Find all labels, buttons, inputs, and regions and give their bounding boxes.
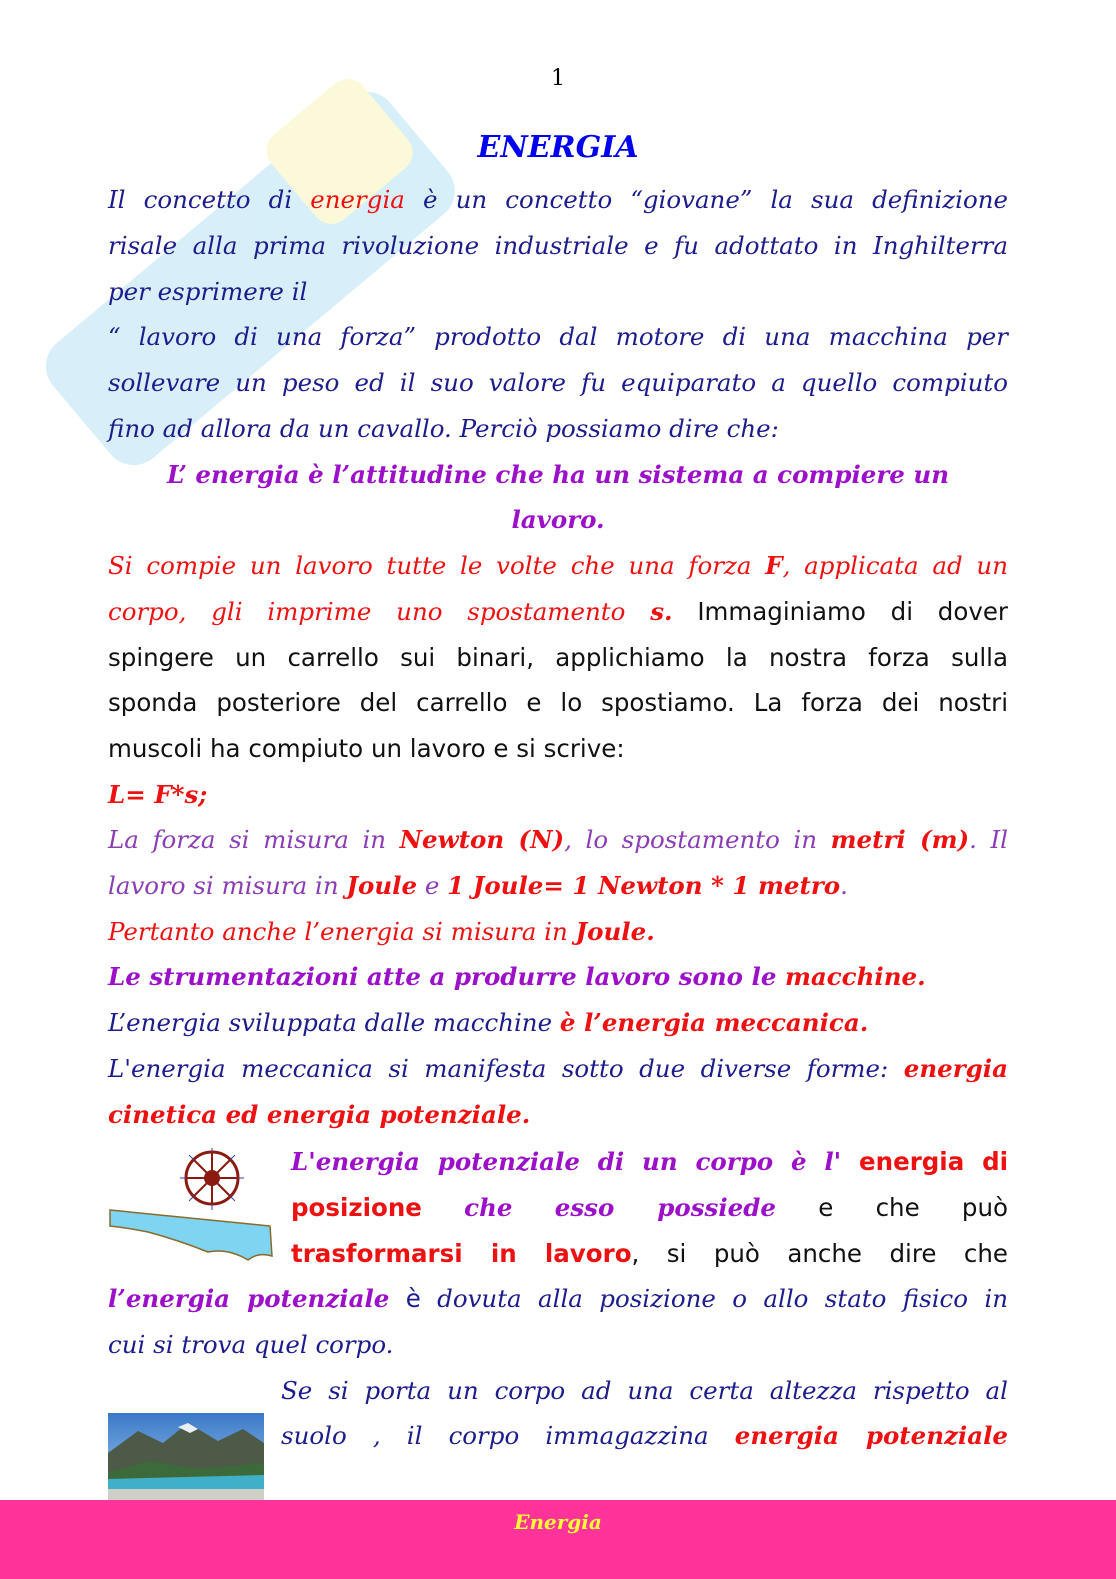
intro-line-1: Il concetto di energia è un concetto “giovane” la sua definizione [108,185,1009,214]
machines-line-4: cinetica ed energia potenziale. [108,1100,531,1129]
page-number: 1 [551,66,565,91]
units-line-3: Pertanto anche l’energia si misura in Joule. [108,917,655,946]
potential-line-1: L'energia potenziale di un corpo è l' energia di [291,1147,1009,1176]
definition-line-1: L’ energia è l’attitudine che ha un sistema a compiere un [166,460,950,489]
work-line-4: sponda posteriore del carrello e lo spostiamo. La forza dei nostri [108,688,1008,717]
machines-line-1: Le strumentazioni atte a produrre lavoro sono le macchine. [108,962,926,991]
page-footer [0,1500,1116,1579]
intro-line-3: per esprimere il [108,277,308,306]
machines-line-3: L'energia meccanica si manifesta sotto due diverse forme: energia [108,1054,1008,1083]
intro-line-4: “ lavoro di una forza” prodotto dal motore di una macchina per [108,322,1008,351]
work-line-5: muscoli ha compiuto un lavoro e si scrive: [108,734,625,763]
work-line-2: corpo, gli imprime uno spostamento s. Immaginiamo di dover [108,597,1008,626]
potential-line-2: posizione che esso possiede e che può [291,1193,1008,1222]
work-line-3: spingere un carrello sui binari, applichiamo la nostra forza sulla [108,643,1008,672]
intro-line-2: risale alla prima rivoluzione industriale e fu adottato in Inghilterra [108,231,1008,260]
potential-line-5: cui si trova quel corpo. [108,1330,394,1359]
mountain-dam-photo [108,1413,264,1501]
work-line-1: Si compie un lavoro tutte le volte che una forza F, applicata ad un [108,551,1008,580]
units-line-1: La forza si misura in Newton (N), lo spostamento in metri (m). Il [108,825,1009,854]
intro-line-6: fino ad allora da un cavallo. Perciò possiamo dire che: [108,414,779,443]
potential-line-4: l’energia potenziale è dovuta alla posizione o allo stato fisico in [108,1284,1008,1313]
height-line-1: Se si porta un corpo ad una certa altezza rispetto al [281,1376,1008,1405]
work-formula: L= F*s; [108,780,208,809]
footer-label: Energia [514,1510,602,1534]
water-wheel-illustration [108,1148,276,1266]
potential-line-3: trasformarsi in lavoro, si può anche dire che [291,1239,1008,1268]
intro-line-5: sollevare un peso ed il suo valore fu equiparato a quello compiuto [108,368,1008,397]
units-line-2: lavoro si misura in Joule e 1 Joule= 1 Newton * 1 metro. [108,871,848,900]
definition-line-2: lavoro. [511,505,605,534]
height-line-2: suolo , il corpo immagazzina energia potenziale [281,1421,1009,1450]
page-title: ENERGIA [477,130,639,165]
machines-line-2: L’energia sviluppata dalle macchine è l’energia meccanica. [108,1008,869,1037]
